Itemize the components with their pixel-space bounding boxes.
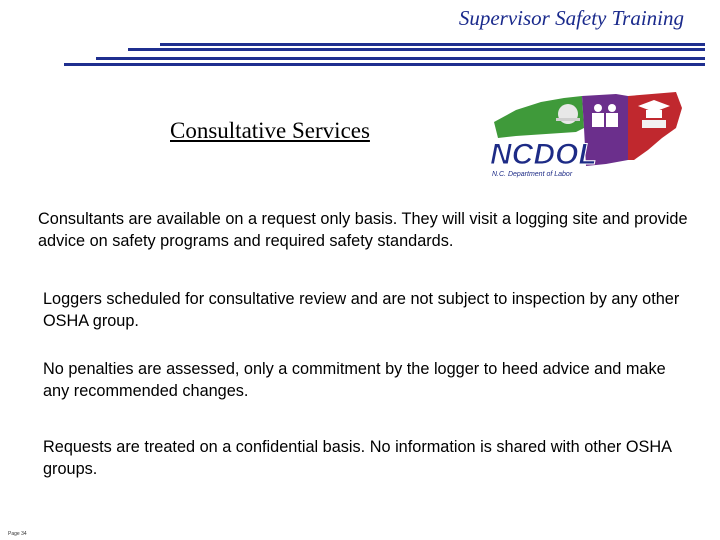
paragraph-no-penalties: No penalties are assessed, only a commitment by the logger to heed advice and make any recommended changes. <box>43 360 666 400</box>
ncdol-logo <box>486 88 686 182</box>
paragraph-consultants: Consultants are available on a request only basis. They will visit a logging site and provide advice on safety programs and required safety standards. <box>38 210 688 250</box>
paragraph-confidential: Requests are treated on a confidential basis. No information is shared with other OSHA groups. <box>43 438 672 478</box>
header-rule-third <box>96 57 705 60</box>
header-title: Supervisor Safety Training <box>458 6 684 30</box>
header-rule-bottom <box>64 63 705 66</box>
page-number: Page 34 <box>8 531 27 537</box>
logo-wordmark: NCDOL <box>490 138 597 171</box>
header-rule-second <box>128 48 705 51</box>
header-rule-top <box>160 43 705 46</box>
ncdol-logo-graphic <box>486 88 686 182</box>
paragraph-loggers-scheduled: Loggers scheduled for consultative review and are not subject to inspection by any other OSHA group. <box>43 290 680 330</box>
logo-subtitle: N.C. Department of Labor <box>492 171 573 178</box>
slide-title: Consultative Services <box>170 118 370 143</box>
hard-hat-brim <box>556 118 580 121</box>
